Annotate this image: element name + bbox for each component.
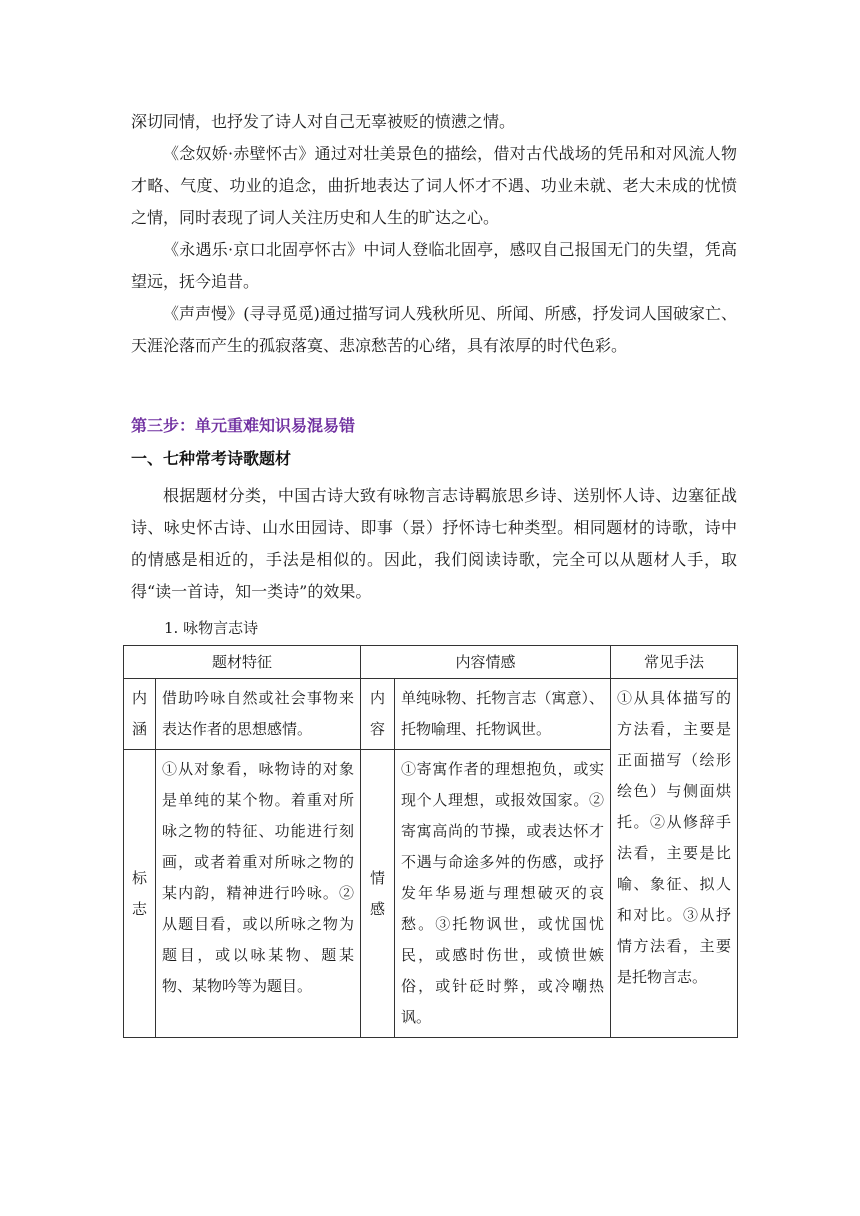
paragraph-continuation: 深切同情，也抒发了诗人对自己无辜被贬的愤懑之情。 bbox=[131, 112, 516, 131]
paragraph-shengshengman: 《声声慢》(寻寻觅觅)通过描写词人残秋所见、所闻、所感，抒发词人国破家亡、天涯沦落而产生的孤寂落寞、悲凉愁苦的心绪，具有浓厚的时代色彩。 bbox=[131, 304, 737, 355]
row-label-connotation: 内涵 bbox=[124, 679, 156, 750]
header-common-techniques: 常见手法 bbox=[611, 646, 738, 679]
subsection-title: 一、七种常考诗歌题材 bbox=[131, 449, 292, 468]
cell-techniques-text: ①从具体描写的方法看，主要是正面描写（绘形绘色）与侧面烘托。②从修辞手法看，主要是比喻、象征、拟人和对比。③从抒情方法看，主要是托物言志。 bbox=[611, 679, 738, 1038]
paragraph-yongyule: 《永遇乐·京口北固亭怀古》中词人登临北固亭，感叹自己报国无门的失望，凭高望远，抚今追昔。 bbox=[131, 240, 737, 291]
section-title: 第三步：单元重难知识易混易错 bbox=[131, 416, 356, 435]
list-item-label: 1. 咏物言志诗 bbox=[164, 619, 259, 637]
cell-emotion-text: ①寄寓作者的理想抱负，或实现个人理想，或报效国家。②寄寓高尚的节操，或表达怀才不遇与命途多舛的伤感，或抒发年华易逝与理想破灭的哀愁。③托物讽世，或忧国忧民，或感时伤世，或愤世嫉俗，或针砭时弊，或冷嘲热讽。 bbox=[395, 750, 611, 1038]
header-content-emotion: 内容情感 bbox=[361, 646, 611, 679]
cell-marker-text: ①从对象看，咏物诗的对象是单纯的某个物。着重对所咏之物的特征、功能进行刻画，或者着重对所咏之物的某内韵，精神进行吟咏。②从题目看，或以所咏之物为题目，或以咏某物、题某物、某物吟等为题目。 bbox=[156, 750, 361, 1038]
header-theme-features: 题材特征 bbox=[124, 646, 361, 679]
table-header-row bbox=[124, 646, 738, 679]
intro-paragraph: 根据题材分类，中国古诗大致有咏物言志诗羁旅思乡诗、送别怀人诗、边塞征战诗、咏史怀古诗、山水田园诗、即事（景）抒怀诗七种类型。相同题材的诗歌，诗中的情感是相近的，手法是相似的。因此，我们阅读诗歌，完全可以从题材人手，取得“读一首诗，知一类诗”的效果。 bbox=[131, 486, 737, 601]
row-label-emotion: 情感 bbox=[361, 750, 395, 1038]
paragraph-niannujiao: 《念奴娇·赤壁怀古》通过对壮美景色的描绘，借对古代战场的凭吊和对风流人物才略、气度、功业的追念，曲折地表达了词人怀才不遇、功业未就、老大未成的忧愤之情，同时表现了词人关注历史和人生的旷达之心。 bbox=[131, 144, 737, 227]
row-label-content: 内容 bbox=[361, 679, 395, 750]
row-label-marker: 标志 bbox=[124, 750, 156, 1038]
table-row bbox=[124, 679, 738, 750]
cell-content-text: 单纯咏物、托物言志（寓意）、托物喻理、托物讽世。 bbox=[395, 679, 611, 750]
cell-connotation-text: 借助吟咏自然或社会事物来表达作者的思想感情。 bbox=[156, 679, 361, 750]
poetry-theme-table bbox=[123, 645, 738, 1038]
